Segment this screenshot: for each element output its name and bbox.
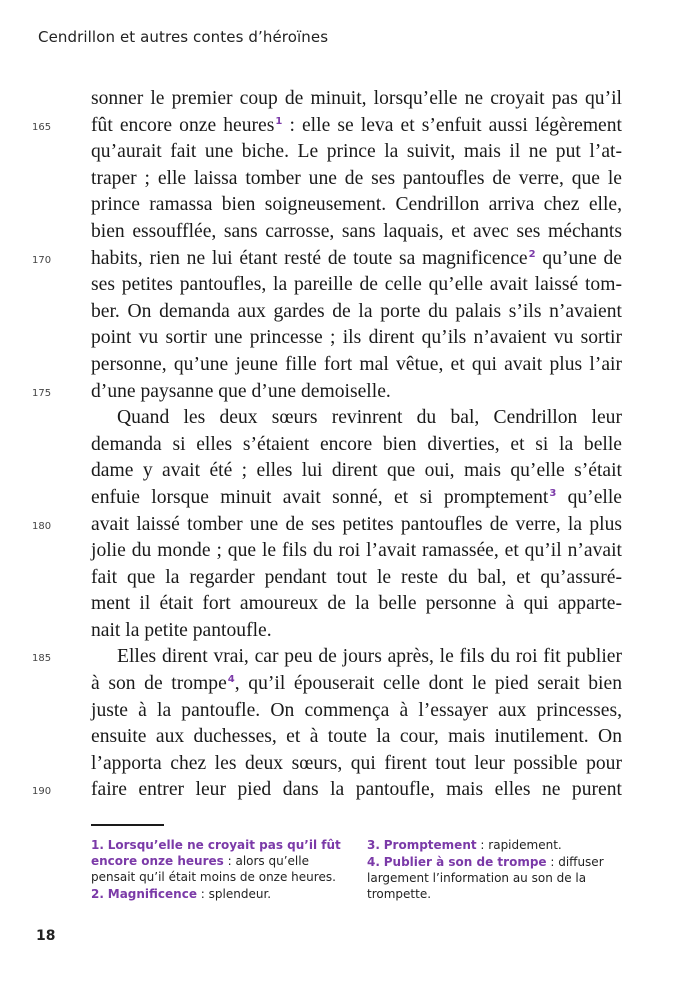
text-line: l’apporta chez les deux sœurs, qui firent tout leur possible pour bbox=[91, 752, 622, 774]
line-number: 180 bbox=[32, 520, 52, 532]
text-line: jolie du monde ; que le fils du roi l’avait ramassée, et qu’il n’avait bbox=[91, 540, 622, 562]
text-line: demanda si elles s’étaient encore bien diverties, et si la belle bbox=[91, 433, 622, 455]
text-line: dame y avait été ; elles lui dirent que oui, mais qu’elle s’était bbox=[91, 460, 622, 482]
footnotes-left bbox=[91, 837, 353, 903]
text-line: sonner le premier coup de minuit, lorsqu’elle ne croyait pas qu’il bbox=[91, 88, 622, 109]
text-line: ensuite aux duchesses, et à toute la cour, mais inutilement. On bbox=[91, 726, 622, 748]
text-line: juste à la pantoufle. On commença à l’essayer aux princesses, bbox=[91, 699, 622, 721]
line-number: 170 bbox=[32, 254, 52, 266]
text-line: personne, qu’une jeune fille fort mal vêtue, et qui avait plus l’air bbox=[91, 353, 622, 375]
line-number: 185 bbox=[32, 653, 52, 665]
text-line: 190 faire entrer leur pied dans la pantoufle, mais elles ne purent bbox=[91, 777, 622, 804]
page-number: 18 bbox=[36, 928, 56, 944]
text-line: 170 habits, rien ne lui étant resté de toute sa magnificence$^2$ qu’une de bbox=[91, 246, 622, 273]
text-line: fait que la regarder pendant tout le reste du bal, et qu’assuré- bbox=[91, 566, 622, 588]
line-number: 175 bbox=[32, 387, 52, 399]
line-number: 165 bbox=[32, 121, 52, 133]
footnote: 3. Promptement : rapidement. bbox=[367, 838, 562, 852]
footnote: 4. Publier à son de trompe : diffuser largement l’information au son de la trompette. bbox=[367, 855, 604, 901]
text-line: à son de trompe$^4$, qu’il épouserait celle dont le pied serait bien bbox=[91, 673, 622, 695]
text-line: ber. On demanda aux gardes de la porte du palais s’ils n’avaient bbox=[91, 300, 622, 322]
text-line: bien essoufflée, sans carrosse, sans laquais, et avec ses méchants bbox=[91, 220, 622, 242]
text-line: qu’aurait fait une biche. Le prince la suivit, mais il ne put l’at- bbox=[91, 141, 622, 163]
footnote-divider bbox=[91, 824, 164, 826]
footnote-ref[interactable]: 1 bbox=[275, 115, 283, 127]
footnote-ref[interactable]: 4 bbox=[227, 674, 235, 686]
text-line: enfuie lorsque minuit avait sonné, et si promptement$^3$ qu’elle bbox=[91, 486, 622, 508]
footnote: 2. Magnificence : splendeur. bbox=[91, 887, 272, 901]
text-line: 165 fût encore onze heures$^1$ : elle se leva et s’enfuit aussi légèrement bbox=[91, 113, 622, 140]
footnote-ref[interactable]: 2 bbox=[528, 248, 536, 260]
running-title: Cendrillon et autres contes d’héroïnes bbox=[38, 28, 329, 46]
text-line: 185 Elles dirent vrai, car peu de jours après, le fils du roi fit publier bbox=[91, 644, 622, 671]
footnotes-right bbox=[367, 837, 617, 903]
text-line: point vu sortir une princesse ; ils dirent qu’ils n’avaient vu sortir bbox=[91, 327, 622, 349]
text-line: ses petites pantoufles, la pareille de celle qu’elle avait laissé tom- bbox=[91, 274, 622, 296]
text-line: 180 avait laissé tomber une de ses petites pantoufles de verre, la plus bbox=[91, 512, 622, 539]
text-line: ment il était fort amoureux de la belle personne à qui apparte- bbox=[91, 593, 622, 615]
text-line: 175 d’une paysanne que d’une demoiselle. bbox=[91, 379, 622, 406]
footnote-ref[interactable]: 3 bbox=[549, 487, 557, 499]
text-line: traper ; elle laissa tomber une de ses pantoufles de verre, que le bbox=[91, 167, 622, 189]
footnote: 1. Lorsqu’elle ne croyait pas qu’il fût encore onze heures : alors qu’elle pensait qu’il était moins de onze heures. bbox=[91, 838, 341, 884]
text-line: Quand les deux sœurs revinrent du bal, Cendrillon leur bbox=[117, 407, 622, 429]
main-text bbox=[32, 86, 623, 804]
text-line: prince ramassa bien soigneusement. Cendrillon arriva chez elle, bbox=[91, 194, 622, 216]
line-number: 190 bbox=[32, 786, 52, 798]
text-line: nait la petite pantoufle. bbox=[91, 619, 272, 641]
